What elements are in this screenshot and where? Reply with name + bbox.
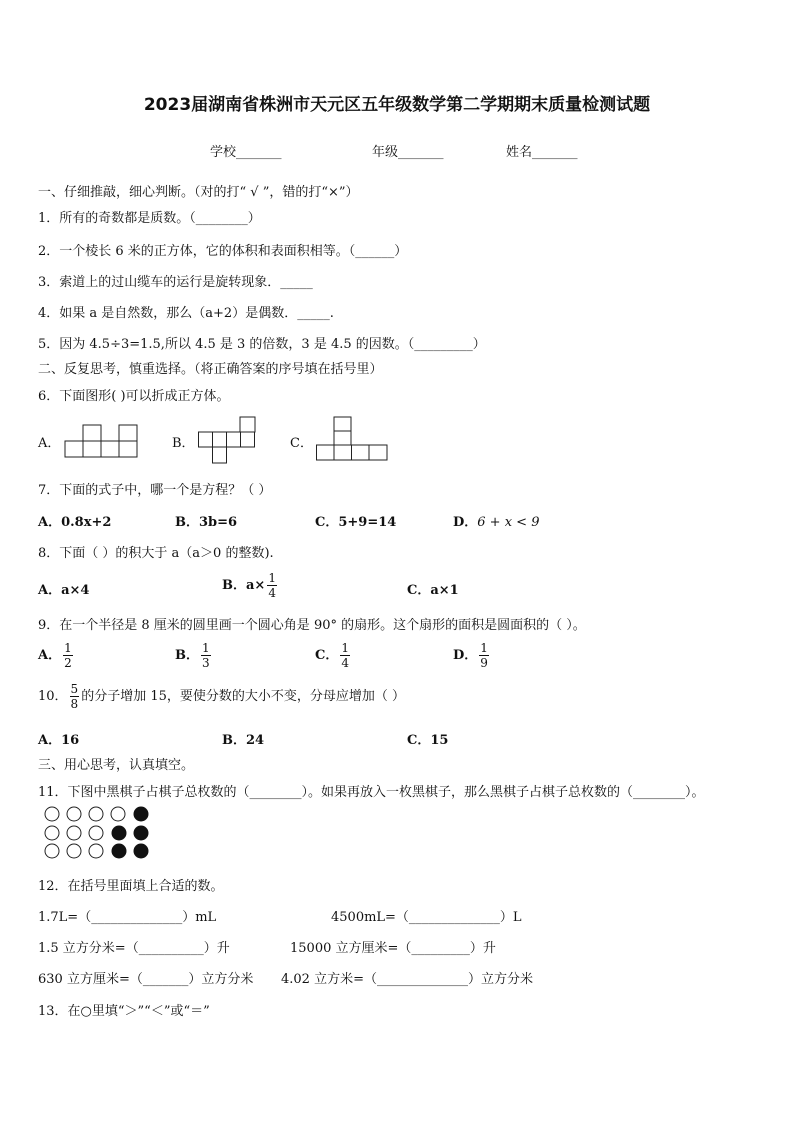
fraction-denominator: 3 bbox=[202, 656, 210, 670]
question-2: 2．一个棱长 6 米的正方体，它的体积和表面积相等。（______） bbox=[38, 244, 408, 259]
question-12: 12．在括号里面填上合适的数。 bbox=[38, 879, 224, 894]
q10-stem: 的分子增加 15，要使分数的大小不变，分母应增加（ ） bbox=[81, 689, 405, 704]
q12-row1-right: 4500mL=（______________）L bbox=[331, 910, 522, 925]
school-field: 学校_______ bbox=[210, 145, 282, 160]
q7-option-b: B．3b=6 bbox=[175, 515, 238, 530]
q9-option-b bbox=[175, 642, 213, 669]
question-11: 11．下图中黑棋子占棋子总枚数的（________）。如果再放入一枚黑棋子，那么黑棋子占棋子总枚数的（________）。 bbox=[38, 785, 705, 800]
q11-chess-pieces bbox=[44, 806, 152, 860]
grade-field: 年级_______ bbox=[372, 145, 444, 160]
q12-row2-right: 15000 立方厘米=（_________）升 bbox=[290, 941, 496, 956]
q9-option-fraction bbox=[63, 642, 73, 669]
q12-row1-left: 1.7L=（______________）mL bbox=[38, 910, 217, 925]
q6-net-c bbox=[316, 416, 390, 462]
name-field: 姓名_______ bbox=[506, 145, 578, 160]
question-8: 8．下面（ ）的积大于 a（a＞0 的整数). bbox=[38, 546, 274, 561]
q9-option-fraction bbox=[340, 642, 350, 669]
q7-option-d-label: D． bbox=[453, 515, 478, 530]
q6-option-a-label: A． bbox=[38, 436, 61, 451]
q6-option-b-label: B． bbox=[172, 436, 195, 451]
fraction-numerator: 1 bbox=[268, 571, 276, 585]
q7-option-d-expr: 6 + x < 9 bbox=[477, 515, 540, 530]
question-4: 4．如果 a 是自然数，那么（a+2）是偶数．_____. bbox=[38, 306, 334, 321]
q10-number: 10． bbox=[38, 689, 68, 704]
q6-net-b bbox=[198, 416, 258, 466]
q7-option-c: C．5+9=14 bbox=[315, 515, 397, 530]
fraction-numerator: 1 bbox=[64, 641, 72, 655]
q10-fraction bbox=[70, 683, 80, 710]
page-title: 2023届湖南省株洲市天元区五年级数学第二学期期末质量检测试题 bbox=[143, 95, 651, 115]
section-1-heading: 一、仔细推敲，细心判断。（对的打“ √ ”，错的打“×”） bbox=[38, 185, 359, 200]
q12-row3-right: 4.02 立方米=（______________）立方分米 bbox=[281, 972, 533, 987]
q10-option-b: B．24 bbox=[222, 733, 265, 748]
fraction-numerator: 1 bbox=[341, 641, 349, 655]
section-3-heading: 三、用心思考，认真填空。 bbox=[38, 758, 195, 773]
fraction-denominator: 2 bbox=[64, 656, 72, 670]
q7-option-d bbox=[453, 511, 539, 530]
q8-option-c: C．a×1 bbox=[407, 583, 459, 598]
q8-option-b-fraction bbox=[267, 572, 277, 599]
q9-option-label: D． bbox=[453, 648, 478, 663]
q9-option-label: B． bbox=[175, 648, 199, 663]
q10-option-a: A．16 bbox=[38, 733, 80, 748]
question-10 bbox=[38, 683, 405, 710]
fraction-denominator: 4 bbox=[341, 656, 349, 670]
q9-option-c bbox=[315, 642, 352, 669]
fraction-denominator: 9 bbox=[480, 656, 488, 670]
q9-option-label: C． bbox=[315, 648, 339, 663]
question-13: 13．在○里填“＞”“＜”或“＝” bbox=[38, 1004, 210, 1019]
q9-option-d bbox=[453, 642, 491, 669]
fraction-numerator: 1 bbox=[202, 641, 210, 655]
q9-option-fraction bbox=[201, 642, 211, 669]
q9-option-label: A． bbox=[38, 648, 62, 663]
fraction-denominator: 8 bbox=[70, 697, 79, 711]
question-9: 9．在一个半径是 8 厘米的圆里画一个圆心角是 90° 的扇形。这个扇形的面积是圆面积的（ ）。 bbox=[38, 618, 586, 633]
q6-net-a bbox=[64, 424, 138, 458]
q12-row2-left: 1.5 立方分米=（__________）升 bbox=[38, 941, 230, 956]
q8-option-b bbox=[222, 572, 279, 599]
q8-option-b-label: B．a× bbox=[222, 578, 266, 593]
q8-option-a: A．a×4 bbox=[38, 583, 90, 598]
question-3: 3．索道上的过山缆车的运行是旋转现象．_____ bbox=[38, 275, 313, 290]
q6-option-c-label: C． bbox=[290, 436, 313, 451]
question-6: 6．下面图形( )可以折成正方体。 bbox=[38, 389, 230, 404]
question-1: 1．所有的奇数都是质数。（________） bbox=[38, 211, 261, 226]
q12-row3-left: 630 立方厘米=（_______）立方分米 bbox=[38, 972, 254, 987]
q7-option-a: A．0.8x+2 bbox=[38, 515, 112, 530]
fraction-numerator: 5 bbox=[70, 682, 79, 696]
fraction-numerator: 1 bbox=[480, 641, 488, 655]
fraction-denominator: 4 bbox=[268, 586, 276, 600]
q10-option-c: C．15 bbox=[407, 733, 449, 748]
question-7: 7．下面的式子中，哪一个是方程？（ ） bbox=[38, 483, 272, 498]
section-2-heading: 二、反复思考，慎重选择。（将正确答案的序号填在括号里） bbox=[38, 362, 383, 377]
q9-option-fraction bbox=[479, 642, 489, 669]
q9-option-a bbox=[38, 642, 75, 669]
question-5: 5．因为 4.5÷3=1.5,所以 4.5 是 3 的倍数，3 是 4.5 的因数。（_________） bbox=[38, 337, 486, 352]
